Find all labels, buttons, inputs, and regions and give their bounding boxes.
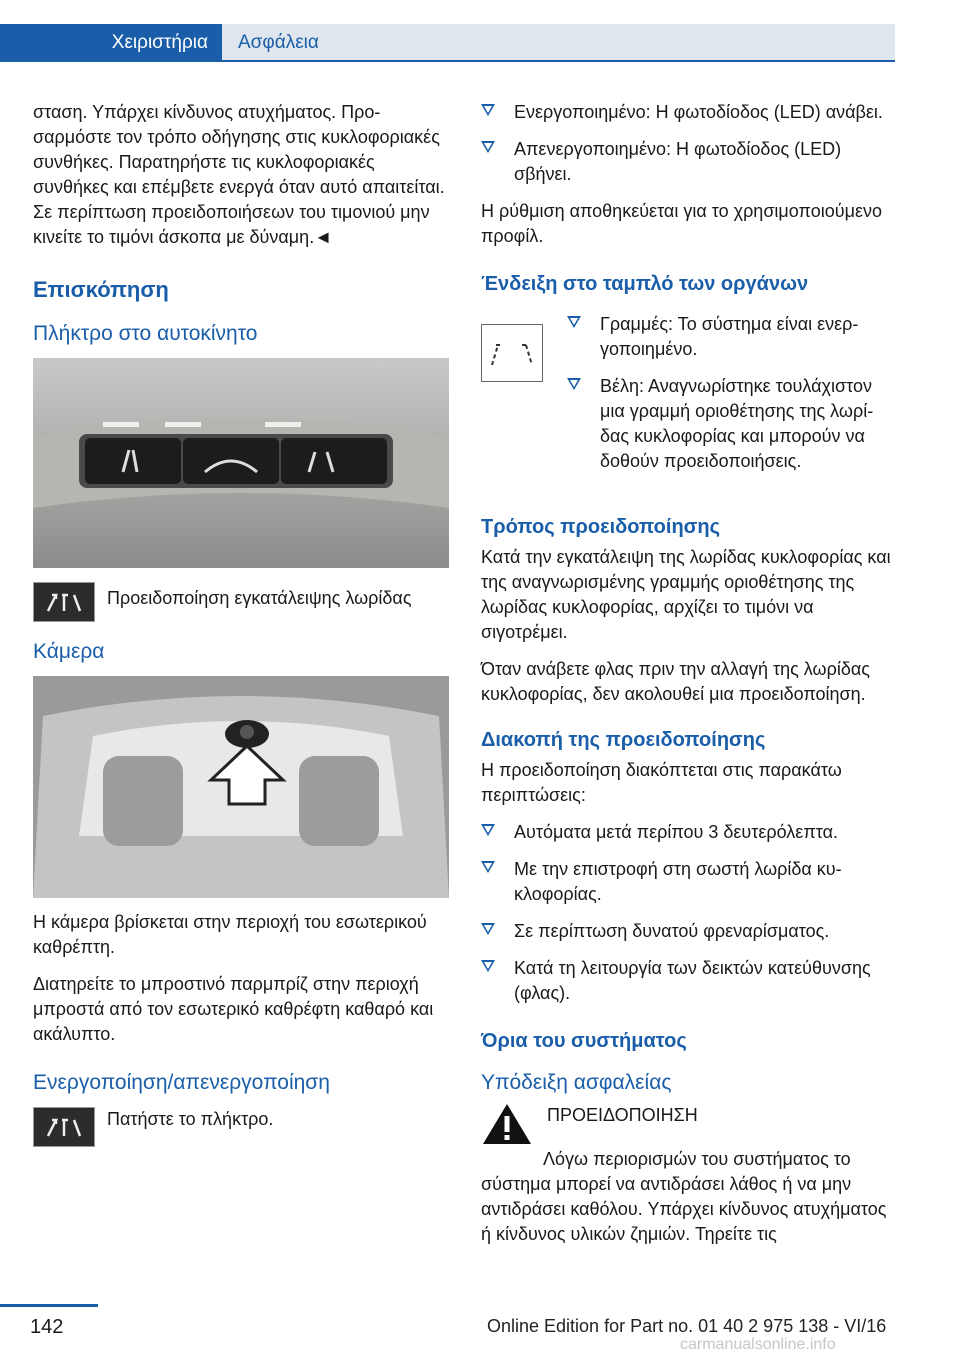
bullet-triangle-icon — [567, 316, 581, 328]
camera-photo — [33, 676, 449, 898]
left-column — [33, 100, 449, 1159]
button-caption: Προειδοποίηση εγκατάλειψης λωρίδας — [107, 588, 412, 608]
watermark: carmanualsonline.info — [680, 1336, 836, 1353]
bullet-triangle-icon — [481, 824, 495, 836]
tab-controls[interactable]: Χειριστήρια — [0, 24, 222, 62]
heading-button-in-car: Πλήκτρο στο αυτοκίνητο — [33, 322, 258, 345]
press-button-row — [33, 1107, 449, 1147]
bullet-on: Ενεργοποιημένο: Η φωτοδίοδος (LED) ανάβει. — [481, 100, 896, 125]
bullet-lines: Γραμμές: Το σύστημα είναι ενεργοποιημένο. — [567, 312, 896, 362]
right-column — [481, 100, 896, 1247]
bullet-return: Με την επιστροφή στη σωστή λωρίδα κυκλοφορίας. — [481, 857, 896, 907]
lane-lines-display-icon — [481, 324, 543, 382]
intro-paragraph: σταση. Υπάρχει κίνδυνος ατυχήματος. Προσαρμόστε τον τρόπο οδήγησης στις κυκλοφοριακές συνθήκες. Παρατηρήστε τις κυκλοφοριακές συνθήκες και επέμβετε ενεργά όταν αυτό απαιτείται. Σε περίπτωση προειδοποιήσεων του τιμονιού μην κινείτε το τιμόνι άσκοπα με δύναμη.◄ — [33, 102, 445, 247]
tab-safety[interactable]: Ασφάλεια — [238, 32, 319, 53]
display-row — [481, 312, 896, 486]
bullet-off: Απενεργοποιημένο: Η φωτοδίοδος (LED) σβήνει. — [481, 137, 896, 187]
bullet-triangle-icon — [481, 960, 495, 972]
heading-warning-mode: Τρόπος προειδοποίησης — [481, 516, 720, 538]
interrupt-paragraph: Η προειδοποίηση διακόπτεται στις παρακάτω περιπτώσεις: — [481, 760, 842, 805]
bullet-triangle-icon — [481, 861, 495, 873]
footer-divider — [0, 1304, 98, 1307]
heading-limits: Όρια του συστήματος — [481, 1030, 687, 1052]
lane-departure-warning-icon — [33, 582, 95, 622]
bullet-triangle-icon — [567, 378, 581, 390]
heading-interrupt: Διακοπή της προειδοποίησης — [481, 729, 766, 751]
press-button-text: Πατήστε το πλήκτρο. — [107, 1109, 274, 1129]
button-panel-photo — [33, 358, 449, 568]
warning-title: ΠΡΟΕΙΔΟΠΟΙΗΣΗ — [547, 1105, 698, 1125]
heading-safety-note: Υπόδειξη ασφαλείας — [481, 1071, 672, 1094]
bullet-triangle-icon — [481, 923, 495, 935]
online-edition: Online Edition for Part no. 01 40 2 975 138 - VI/16 — [487, 1316, 887, 1336]
bullet-triangle-icon — [481, 104, 495, 116]
button-caption-row — [33, 582, 449, 622]
warning-triangle-icon — [481, 1101, 533, 1147]
header-divider — [0, 60, 895, 62]
camera-paragraph-1: Η κάμερα βρίσκεται στην περιοχή του εσωτερικού καθρέπτη. — [33, 912, 427, 957]
heading-overview: Επισκόπηση — [33, 277, 169, 302]
warning-block — [481, 1101, 896, 1147]
mode-paragraph-2: Όταν ανάβετε φλας πριν την αλλαγή της λωρίδας κυκλοφορίας, δεν ακολουθεί μια προειδοποίηση. — [481, 659, 870, 704]
bullet-signal: Κατά τη λειτουργία των δεικτών κατεύθυνσης (φλας). — [481, 956, 896, 1006]
bullet-arrows: Βέλη: Αναγνωρίστηκε τουλάχιστον μια γραμμή οριοθέτησης της λωρίδας κυκλοφορίας και μπορούν να δοθούν προειδοποιήσεις. — [567, 374, 896, 474]
warning-text: Λόγω περιορισμών του συστήματος το σύστημα μπορεί να αντιδράσει λάθος ή να μην αντιδράσει καθόλου. Υπάρχει κίνδυνος ατυχήματος ή κίνδυνος υλικών ζημιών. Τηρείτε τις — [481, 1149, 887, 1244]
heading-camera: Κάμερα — [33, 640, 105, 663]
camera-paragraph-2: Διατηρείτε το μπροστινό παρμπρίζ στην περιοχή μπροστά από τον εσωτερικό καθρέφτη καθαρό και ακάλυπτο. — [33, 974, 434, 1044]
bullet-auto: Αυτόματα μετά περίπου 3 δευτερόλεπτα. — [481, 820, 896, 845]
saved-profile-text: Η ρύθμιση αποθηκεύεται για το χρησιμοποιούμενο προφίλ. — [481, 201, 882, 246]
bullet-triangle-icon — [481, 141, 495, 153]
heading-display: Ένδειξη στο ταμπλό των οργάνων — [481, 273, 809, 295]
lane-departure-warning-icon — [33, 1107, 95, 1147]
heading-on-off: Ενεργοποίηση/απενεργοποίηση — [33, 1071, 330, 1094]
page-number: 142 — [30, 1316, 64, 1338]
bullet-brake: Σε περίπτωση δυνατού φρεναρίσματος. — [481, 919, 896, 944]
mode-paragraph-1: Κατά την εγκατάλειψη της λωρίδας κυκλοφορίας και της αναγνωρισμένης γραμμής οριοθέτησης της λωρίδας κυκλοφορίας, αρχίζει το τιμόνι να σιγοτρέμει. — [481, 547, 891, 642]
